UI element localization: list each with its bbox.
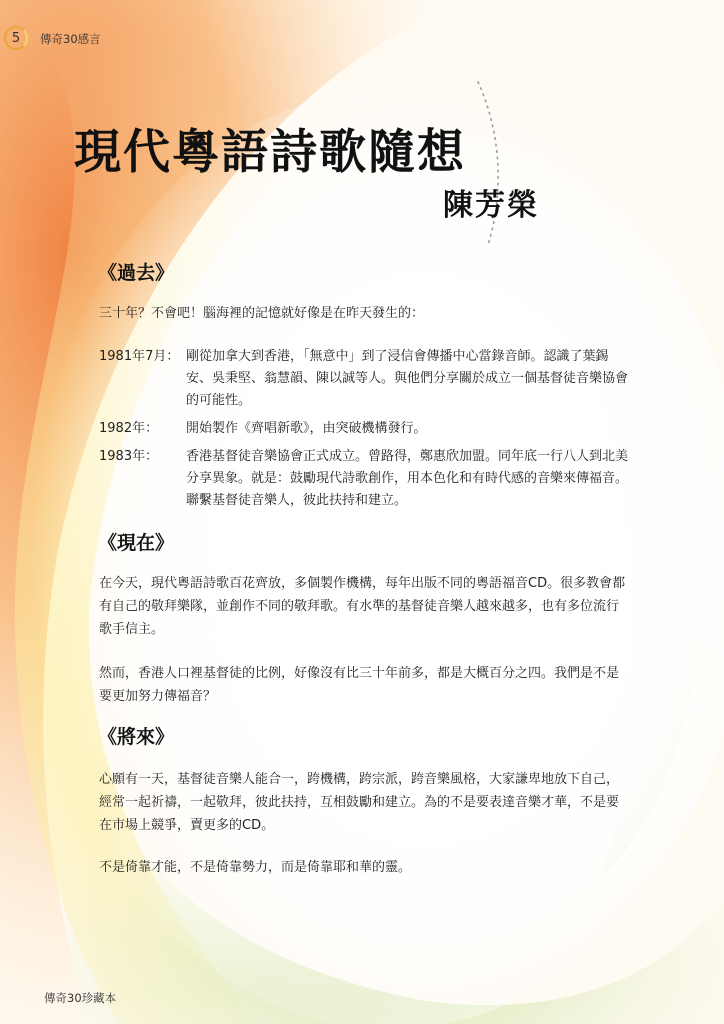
section-heading-present: 《現在》 — [98, 532, 175, 554]
timeline-entry — [99, 418, 629, 440]
article-author: 陳芳榮 — [443, 188, 539, 223]
section-heading-future: 《將來》 — [98, 726, 175, 748]
timeline-year: 1981年7月： — [99, 349, 180, 364]
running-header: 傳奇30感言 — [40, 32, 101, 46]
timeline-year: 1983年： — [99, 449, 159, 464]
future-paragraph: 心願有一天，基督徒音樂人能合一，跨機構，跨宗派，跨音樂風格，大家謙卑地放下自己，經常一起祈禱，一起敬拜，彼此扶持，互相鼓勵和建立。為的不是要表達音樂才華，不是要在市場上競爭，賣更多的CD。 — [99, 772, 620, 833]
article-title: 現代粵語詩歌隨想 — [74, 125, 466, 180]
section-heading-past: 《過去》 — [98, 262, 175, 284]
running-footer: 傳奇30珍藏本 — [44, 991, 117, 1005]
timeline-year: 1982年： — [99, 421, 159, 436]
future-paragraph: 不是倚靠才能，不是倚靠勢力，而是倚靠耶和華的靈。 — [99, 860, 412, 875]
timeline-text: 剛從加拿大到香港，「無意中」到了浸信會傳播中心當錄音師。認識了葉錫安、吳秉堅、翁慧韻、陳以誠等人。與他們分享關於成立一個基督徒音樂協會的可能性。 — [186, 349, 629, 408]
timeline-entry — [99, 346, 629, 412]
page-number: 5 — [11, 30, 21, 46]
timeline-text: 開始製作《齊唱新歌》，由突破機構發行。 — [186, 421, 427, 436]
page-number-badge — [4, 26, 28, 50]
past-timeline — [99, 346, 629, 518]
present-paragraph: 在今天，現代粵語詩歌百花齊放，多個製作機構，每年出版不同的粵語福音CD。很多教會都有自己的敬拜樂隊，並創作不同的敬拜歌。有水準的基督徒音樂人越來越多，也有多位流行歌手信主。 — [99, 576, 626, 637]
past-intro: 三十年？不會吧！腦海裡的記憶就好像是在昨天發生的： — [99, 306, 425, 321]
timeline-entry — [99, 446, 629, 512]
timeline-text: 香港基督徒音樂協會正式成立。曾路得，鄭惠欣加盟。同年底一行八人到北美分享異象。就是：鼓勵現代詩歌創作，用本色化和有時代感的音樂來傳福音。聯繫基督徒音樂人，彼此扶持和建立。 — [186, 449, 629, 508]
present-paragraph: 然而，香港人口裡基督徒的比例，好像沒有比三十年前多，都是大概百分之四。我們是不是要更加努力傳福音？ — [99, 666, 620, 704]
